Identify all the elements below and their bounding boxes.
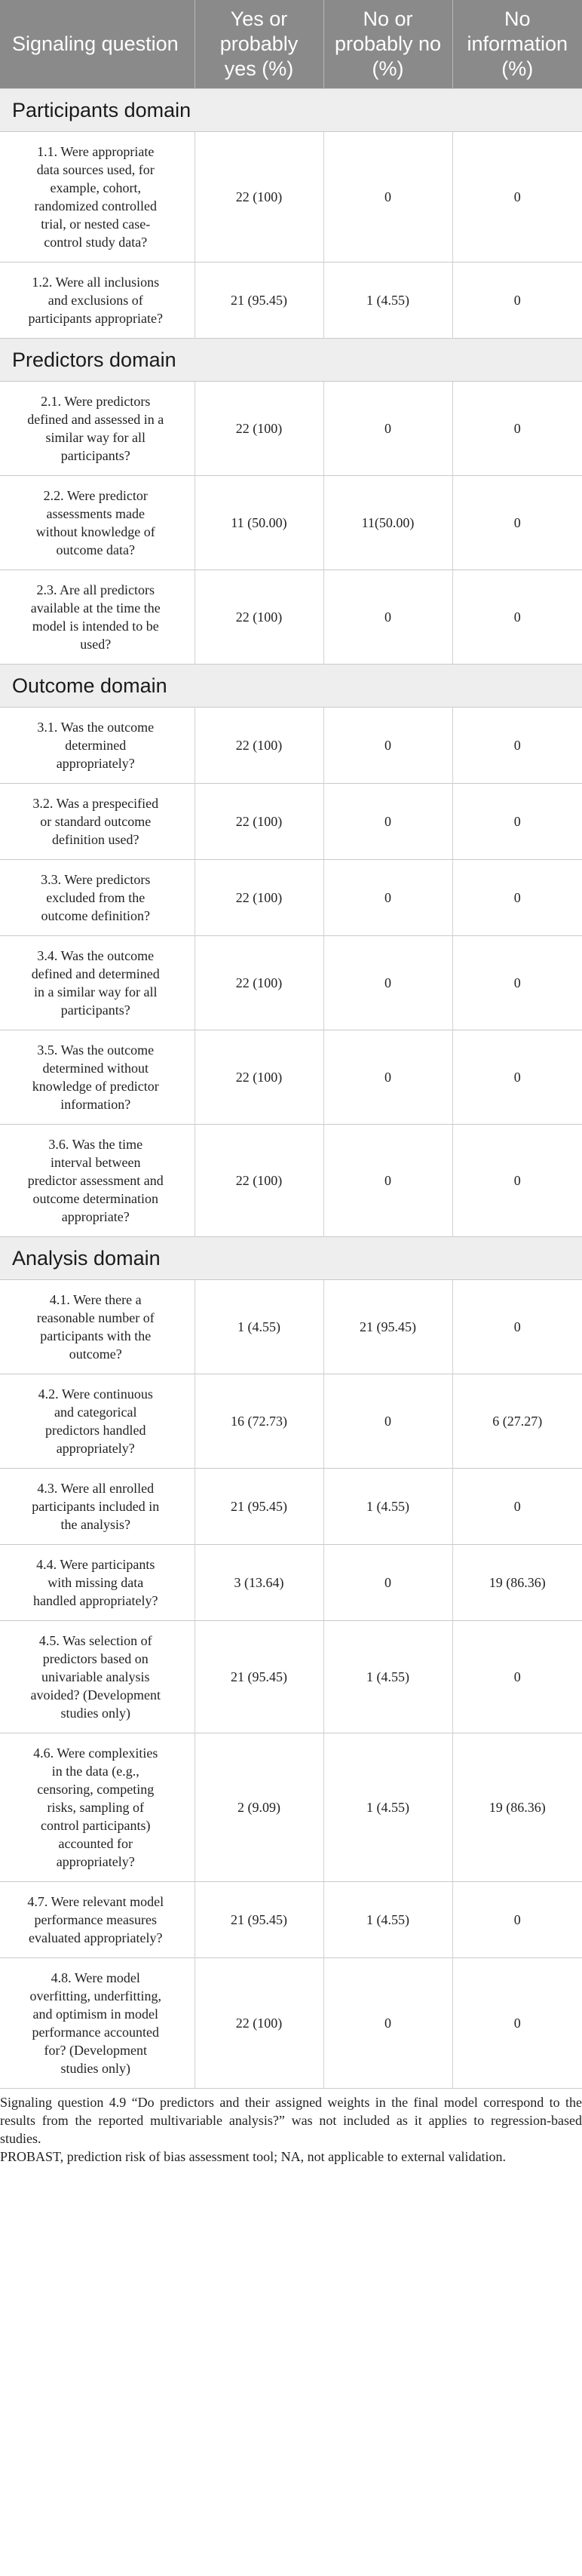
table-header-row (0, 0, 582, 89)
no-information-cell: 19 (86.36) (452, 1733, 582, 1882)
no-cell: 0 (323, 382, 452, 476)
no-information-cell: 0 (452, 1125, 582, 1237)
no-cell: 21 (95.45) (323, 1280, 452, 1374)
yes-cell: 22 (100) (195, 1958, 323, 2089)
no-information-cell: 0 (452, 1030, 582, 1125)
no-cell: 1 (4.55) (323, 1882, 452, 1958)
question-cell: 1.1. Were appropriate data sources used, for example, cohort, randomized controlled trial, or nested case-control study data? (0, 132, 195, 263)
no-cell: 1 (4.55) (323, 1733, 452, 1882)
yes-cell: 21 (95.45) (195, 1469, 323, 1545)
no-information-cell: 19 (86.36) (452, 1545, 582, 1621)
table-row (0, 860, 582, 936)
header-signaling-question: Signaling question (0, 0, 195, 89)
domain-title: Participants domain (0, 89, 582, 132)
no-information-cell: 0 (452, 382, 582, 476)
question-cell: 3.1. Was the outcome determined appropriately? (0, 708, 195, 784)
no-information-cell: 0 (452, 1958, 582, 2089)
no-cell: 0 (323, 784, 452, 860)
no-cell: 0 (323, 1545, 452, 1621)
question-cell: 3.5. Was the outcome determined without knowledge of predictor information? (0, 1030, 195, 1125)
yes-cell: 22 (100) (195, 570, 323, 665)
no-cell: 1 (4.55) (323, 263, 452, 339)
no-cell: 11(50.00) (323, 476, 452, 570)
yes-cell: 1 (4.55) (195, 1280, 323, 1374)
no-information-cell: 0 (452, 263, 582, 339)
question-cell: 4.4. Were participants with missing data handled appropriately? (0, 1545, 195, 1621)
footnote: Signaling question 4.9 “Do predictors and their assigned weights in the final model correspond to the results from the reported multivariable analysis?” was not included as it applies to regression-based studies. (0, 2095, 582, 2146)
no-cell: 1 (4.55) (323, 1621, 452, 1733)
yes-cell: 21 (95.45) (195, 263, 323, 339)
no-cell: 0 (323, 570, 452, 665)
no-information-cell: 0 (452, 708, 582, 784)
question-cell: 4.7. Were relevant model performance measures evaluated appropriately? (0, 1882, 195, 1958)
no-cell: 1 (4.55) (323, 1469, 452, 1545)
no-information-cell: 6 (27.27) (452, 1374, 582, 1469)
no-cell: 0 (323, 708, 452, 784)
table-row (0, 1469, 582, 1545)
yes-cell: 21 (95.45) (195, 1882, 323, 1958)
no-information-cell: 0 (452, 936, 582, 1030)
domain-row (0, 339, 582, 382)
question-cell: 3.2. Was a prespecified or standard outcome definition used? (0, 784, 195, 860)
question-cell: 2.1. Were predictors defined and assessed in a similar way for all participants? (0, 382, 195, 476)
question-cell: 3.6. Was the time interval between predictor assessment and outcome determination appropriate? (0, 1125, 195, 1237)
no-information-cell: 0 (452, 860, 582, 936)
question-cell: 3.4. Was the outcome defined and determined in a similar way for all participants? (0, 936, 195, 1030)
no-cell: 0 (323, 132, 452, 263)
domain-row (0, 1237, 582, 1280)
no-information-cell: 0 (452, 1621, 582, 1733)
yes-cell: 22 (100) (195, 1125, 323, 1237)
no-cell: 0 (323, 936, 452, 1030)
table-row (0, 1621, 582, 1733)
no-information-cell: 0 (452, 1280, 582, 1374)
yes-cell: 22 (100) (195, 860, 323, 936)
no-cell: 0 (323, 860, 452, 936)
yes-cell: 22 (100) (195, 382, 323, 476)
question-cell: 2.3. Are all predictors available at the time the model is intended to be used? (0, 570, 195, 665)
domain-row (0, 665, 582, 708)
table-row (0, 1374, 582, 1469)
table-row (0, 382, 582, 476)
yes-cell: 21 (95.45) (195, 1621, 323, 1733)
table-row (0, 263, 582, 339)
yes-cell: 22 (100) (195, 708, 323, 784)
table-row (0, 784, 582, 860)
no-cell: 0 (323, 1958, 452, 2089)
domain-title: Analysis domain (0, 1237, 582, 1280)
question-cell: 4.3. Were all enrolled participants included in the analysis? (0, 1469, 195, 1545)
yes-cell: 16 (72.73) (195, 1374, 323, 1469)
table-row (0, 1280, 582, 1374)
no-information-cell: 0 (452, 132, 582, 263)
question-cell: 4.8. Were model overfitting, underfitting, and optimism in model performance accounted for? (Development studies only) (0, 1958, 195, 2089)
no-information-cell: 0 (452, 476, 582, 570)
table-row (0, 132, 582, 263)
question-cell: 4.6. Were complexities in the data (e.g., censoring, competing risks, sampling of control participants) accounted for appropriately? (0, 1733, 195, 1882)
question-cell: 4.5. Was selection of predictors based on univariable analysis avoided? (Development studies only) (0, 1621, 195, 1733)
yes-cell: 2 (9.09) (195, 1733, 323, 1882)
question-cell: 4.1. Were there a reasonable number of participants with the outcome? (0, 1280, 195, 1374)
no-cell: 0 (323, 1374, 452, 1469)
no-information-cell: 0 (452, 1882, 582, 1958)
table-row (0, 476, 582, 570)
question-cell: 3.3. Were predictors excluded from the outcome definition? (0, 860, 195, 936)
table-row (0, 570, 582, 665)
no-information-cell: 0 (452, 784, 582, 860)
no-cell: 0 (323, 1125, 452, 1237)
question-cell: 4.2. Were continuous and categorical predictors handled appropriately? (0, 1374, 195, 1469)
table-row (0, 1958, 582, 2089)
domain-title: Outcome domain (0, 665, 582, 708)
table-row (0, 1545, 582, 1621)
yes-cell: 22 (100) (195, 132, 323, 263)
no-cell: 0 (323, 1030, 452, 1125)
domain-title: Predictors domain (0, 339, 582, 382)
footnote: PROBAST, prediction risk of bias assessment tool; NA, not applicable to external validation. (0, 2149, 507, 2164)
table-row (0, 936, 582, 1030)
table-footnotes (0, 2089, 582, 2166)
table-row (0, 1882, 582, 1958)
header-no: No or probably no (%) (323, 0, 452, 89)
yes-cell: 22 (100) (195, 1030, 323, 1125)
yes-cell: 22 (100) (195, 936, 323, 1030)
yes-cell: 22 (100) (195, 784, 323, 860)
no-information-cell: 0 (452, 1469, 582, 1545)
table-row (0, 1125, 582, 1237)
no-information-cell: 0 (452, 570, 582, 665)
table-row (0, 1030, 582, 1125)
yes-cell: 3 (13.64) (195, 1545, 323, 1621)
yes-cell: 11 (50.00) (195, 476, 323, 570)
header-no-information: No information (%) (452, 0, 582, 89)
table-row (0, 1733, 582, 1882)
table-body (0, 89, 582, 2089)
question-cell: 1.2. Were all inclusions and exclusions of participants appropriate? (0, 263, 195, 339)
table-row (0, 708, 582, 784)
header-yes: Yes or probably yes (%) (195, 0, 323, 89)
question-cell: 2.2. Were predictor assessments made without knowledge of outcome data? (0, 476, 195, 570)
domain-row (0, 89, 582, 132)
